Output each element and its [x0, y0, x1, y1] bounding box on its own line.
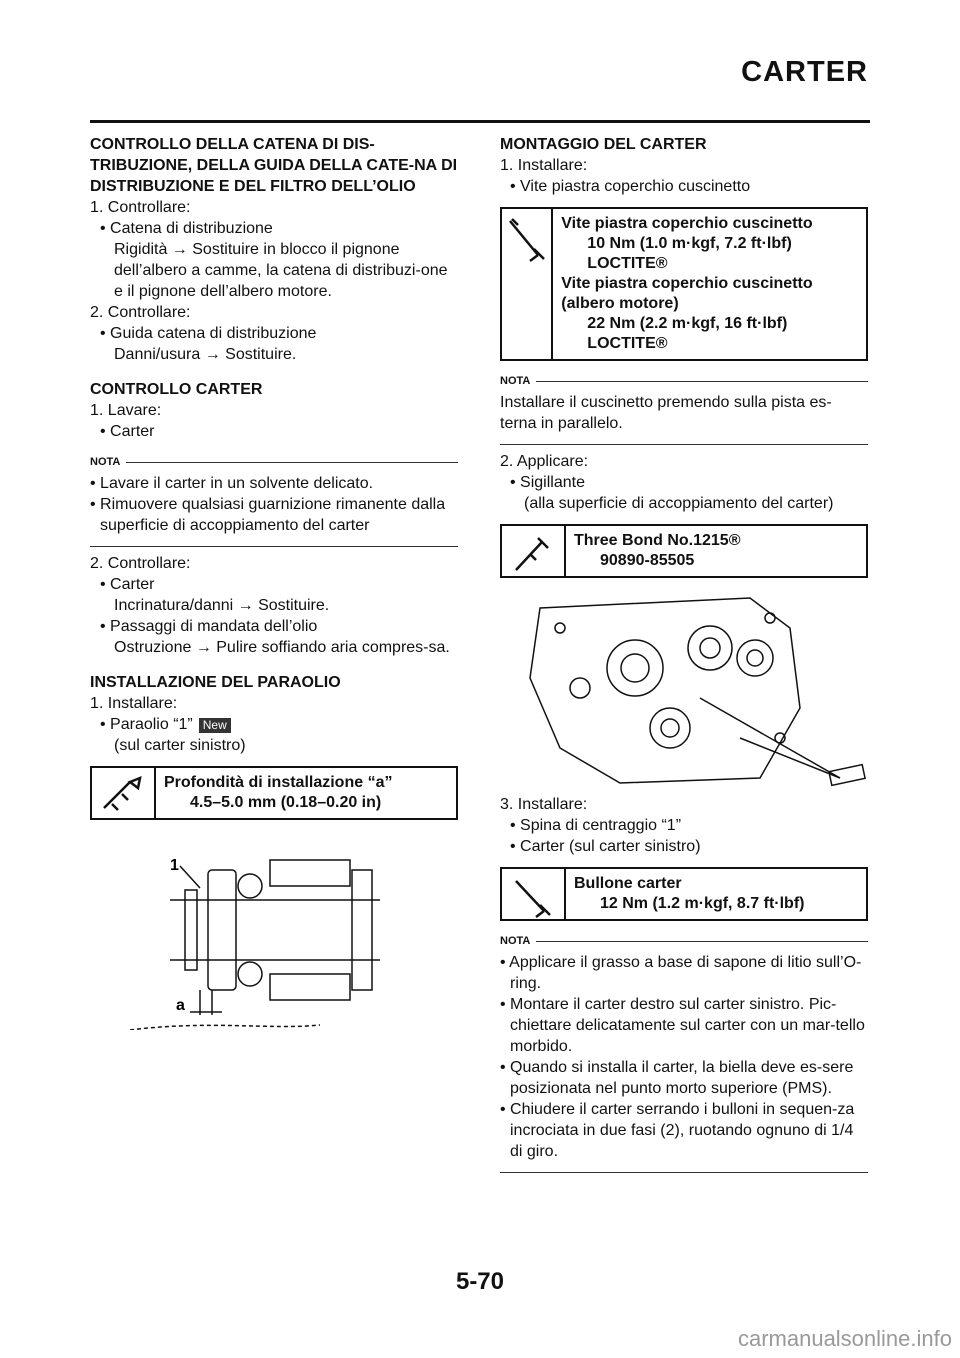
spec-text [156, 768, 400, 818]
text: Ostruzione → Pulire soffiando aria compres-sa. [114, 639, 450, 656]
spec-value: 12 Nm (1.2 m·kgf, 8.7 ft·lbf) [600, 895, 805, 912]
left-column [90, 134, 458, 1036]
page-number: 5-70 [455, 1268, 505, 1295]
step: 2. Controllare: [90, 304, 191, 321]
bullet: • Spina di centraggio “1” [510, 817, 682, 834]
step: 1. Lavare: [90, 402, 162, 419]
note-bullet: • Rimuovere qualsiasi guarnizione rimanente dalla superficie di accoppiamento del carter [90, 496, 446, 534]
step: 1. Controllare: [90, 199, 191, 216]
bullet-text: • Paraolio “1” [100, 716, 193, 733]
watermark: carmanualsonline.info [737, 1326, 952, 1351]
text: Danni/usura → Sostituire. [114, 346, 297, 363]
nota-end-rule [90, 546, 458, 547]
nota-label: NOTA [500, 375, 531, 387]
text: (sul carter sinistro) [114, 737, 246, 754]
spec-value: 22 Nm (2.2 m·kgf, 16 ft·lbf) [587, 315, 788, 332]
spec-box [90, 766, 458, 820]
nota-label: NOTA [90, 456, 121, 468]
bullet: • Carter [100, 576, 155, 593]
bullet: • Carter (sul carter sinistro) [510, 838, 701, 855]
note-bullet: • Quando si installa il carter, la biella deve es-sere posizionata nel punto morto superiore (PMS). [500, 1059, 854, 1097]
section-title: MONTAGGIO DEL CARTER [500, 136, 707, 153]
nota-end-rule [500, 444, 868, 445]
section-title: CONTROLLO CARTER [90, 381, 263, 398]
spec-label: Profondità di installazione “a” [164, 774, 393, 791]
spec-label: Vite piastra coperchio cuscinetto (albero motore) [561, 275, 813, 312]
nota-header [500, 371, 868, 392]
step: 1. Installare: [500, 157, 588, 174]
nota-end-rule [500, 1172, 868, 1173]
caliper-icon [92, 768, 156, 818]
note-text: Installare il cuscinetto premendo sulla pista es-terna in parallelo. [500, 394, 832, 432]
spec-value: LOCTITE® [587, 255, 668, 272]
callout-a: a [176, 997, 185, 1014]
spec-text [566, 869, 812, 919]
spec-text [553, 209, 866, 359]
crankcase-figure [500, 588, 868, 794]
spec-value: 90890-85505 [600, 552, 695, 569]
section-title: CONTROLLO DELLA CATENA DI DIS-TRIBUZIONE, DELLA GUIDA DELLA CATE-NA DI DISTRIBUZIONE E DEL FILTRO DELL’OLIO [90, 136, 458, 195]
torque-wrench-icon [502, 869, 566, 919]
new-badge: New [199, 718, 231, 733]
spec-text [566, 526, 749, 576]
spec-label: Three Bond No.1215® [574, 532, 741, 549]
step: 3. Installare: [500, 796, 588, 813]
spec-value: 10 Nm (1.0 m·kgf, 7.2 ft·lbf) [587, 235, 792, 252]
page-title: CARTER [741, 56, 868, 88]
torque-spec-box [500, 867, 868, 921]
header-rule [90, 120, 870, 123]
nota-header [90, 452, 458, 473]
step: 2. Applicare: [500, 453, 589, 470]
step: 1. Installare: [90, 695, 178, 712]
bullet: • Guida catena di distribuzione [100, 325, 317, 342]
text: Incrinatura/danni → Sostituire. [114, 597, 330, 614]
step: 2. Controllare: [90, 555, 191, 572]
oil-seal-figure [90, 830, 458, 1036]
sealant-icon [502, 526, 566, 576]
right-column [500, 134, 868, 1179]
sealant-spec-box [500, 524, 868, 578]
callout-1: 1 [170, 857, 179, 874]
bullet: • Catena di distribuzione [100, 220, 273, 237]
bullet: • Carter [100, 423, 155, 440]
bullet [90, 714, 458, 735]
text: (alla superficie di accoppiamento del carter) [524, 495, 834, 512]
note-bullet: • Lavare il carter in un solvente delicato. [90, 475, 374, 492]
torque-spec-box [500, 207, 868, 361]
nota-header [500, 931, 868, 952]
bullet: • Passaggi di mandata dell’olio [100, 618, 318, 635]
note-bullet: • Chiudere il carter serrando i bulloni in sequen-za incrociata in due fasi (2), ruotando ognuno di 1/4 di giro. [500, 1101, 855, 1160]
nota-label: NOTA [500, 935, 531, 947]
spec-value: 4.5–5.0 mm (0.18–0.20 in) [190, 794, 382, 811]
torque-wrench-icon [502, 209, 553, 359]
spec-label: Bullone carter [574, 875, 682, 892]
spec-label: Vite piastra coperchio cuscinetto [561, 215, 813, 232]
note-bullet: • Applicare il grasso a base di sapone di litio sull’O-ring. [500, 954, 862, 992]
note-bullet: • Montare il carter destro sul carter sinistro. Pic-chiettare delicatamente sul carter con un mar-tello morbido. [500, 996, 865, 1055]
text: Rigidità → Sostituire in blocco il pignone dell’albero a camme, la catena di distribuzi-one e il pignone dell’albero motore. [114, 241, 448, 300]
section-title: INSTALLAZIONE DEL PARAOLIO [90, 674, 341, 691]
bullet: • Vite piastra coperchio cuscinetto [510, 178, 751, 195]
bullet: • Sigillante [510, 474, 585, 491]
spec-value: LOCTITE® [587, 335, 668, 352]
